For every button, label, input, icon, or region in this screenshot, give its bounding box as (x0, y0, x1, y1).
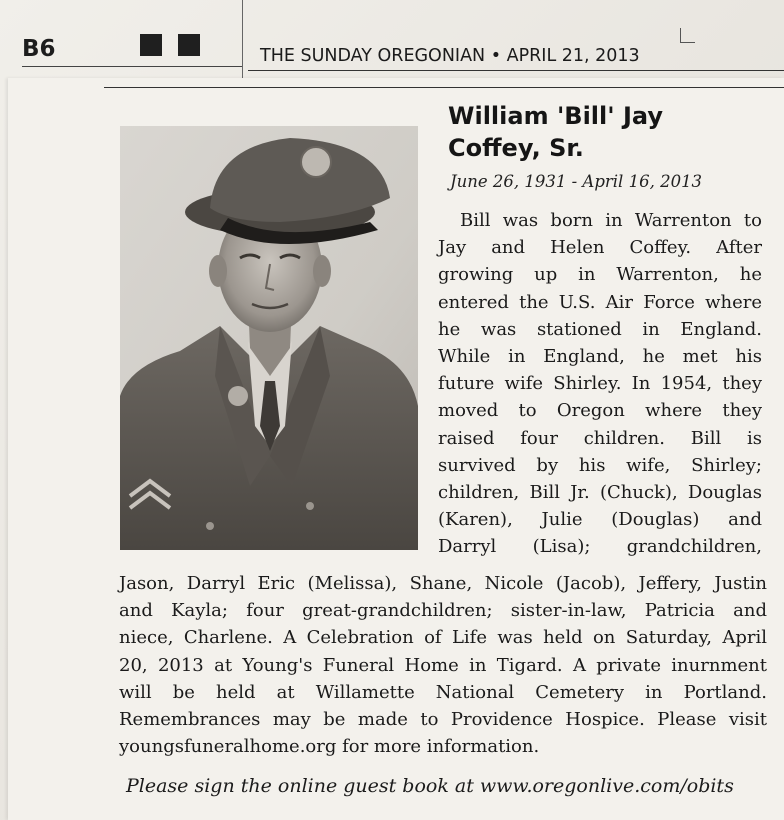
section-rule (104, 87, 784, 88)
text-line: and Kayla; four great-grandchildren; sister-in-law, Patricia and (119, 600, 767, 622)
text-line: Darryl (Lisa); grandchildren, (438, 536, 762, 558)
text-line: Jay and Helen Coffey. After (438, 237, 762, 259)
name-line-1: William 'Bill' Jay (448, 102, 663, 130)
text-line: (Karen), Julie (Douglas) and (438, 509, 762, 531)
header-rule-left (22, 66, 242, 67)
text-line: moved to Oregon where they (438, 400, 762, 422)
text-line: niece, Charlene. A Celebration of Life was held on Saturday, April (119, 627, 767, 649)
text-line: youngsfuneralhome.org for more information. (119, 736, 540, 758)
text-line: will be held at Willamette National Cemetery in Portland. (119, 681, 767, 703)
text-line: growing up in Warrenton, he (438, 264, 762, 286)
obituary-wide-text (119, 570, 767, 760)
text-line: raised four children. Bill is (438, 427, 762, 449)
crop-mark-icon (680, 28, 695, 43)
header-rule (248, 70, 784, 71)
marker-square-icon (140, 34, 162, 56)
masthead: THE SUNDAY OREGONIAN • APRIL 21, 2013 (260, 46, 640, 66)
life-dates: June 26, 1931 - April 16, 2013 (450, 172, 703, 191)
text-line: he was stationed in England. (438, 318, 762, 340)
text-line: While in England, he met his (438, 346, 762, 368)
obituary-column-text (438, 207, 762, 561)
text-line: future wife Shirley. In 1954, they (438, 373, 762, 395)
guestbook-note: Please sign the online guest book at www.oregonlive.com/obits (126, 775, 734, 797)
obituary-title (448, 100, 768, 164)
text-line: entered the U.S. Air Force where (438, 291, 762, 313)
fold-line (242, 0, 243, 78)
text-line: survived by his wife, Shirley; (438, 454, 762, 476)
text-line: Bill was born in Warrenton to (460, 210, 762, 231)
text-line: Jason, Darryl Eric (Melissa), Shane, Nicole (Jacob), Jeffery, Justin (119, 573, 767, 594)
name-line-2: Coffey, Sr. (448, 134, 584, 162)
page-label: B6 (22, 36, 56, 62)
text-line: Remembrances may be made to Providence Hospice. Please visit (119, 709, 767, 731)
text-line: 20, 2013 at Young's Funeral Home in Tigard. A private inurnment (119, 654, 767, 676)
portrait-photo-icon (120, 126, 418, 550)
text-line: children, Bill Jr. (Chuck), Douglas (438, 482, 762, 504)
marker-square-icon (178, 34, 200, 56)
